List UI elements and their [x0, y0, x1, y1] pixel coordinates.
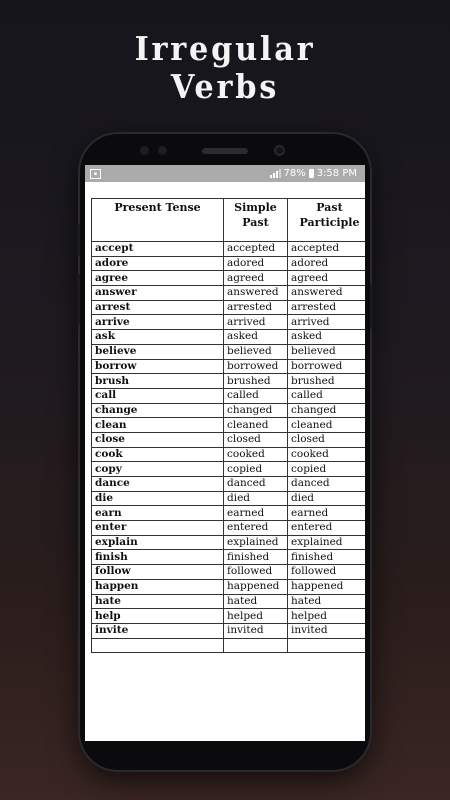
cell-past-participle: finished — [288, 550, 366, 565]
status-time: 3:58 PM — [316, 168, 357, 179]
cell-past-participle: died — [288, 491, 366, 506]
phone-frame — [80, 134, 370, 770]
cell-past-participle: changed — [288, 403, 366, 418]
cell-present-tense: happen — [92, 579, 224, 594]
cell-simple-past: invited — [224, 623, 288, 638]
cell-simple-past: closed — [224, 432, 288, 447]
cell-present-tense: dance — [92, 477, 224, 492]
table-row — [92, 623, 366, 638]
cell-simple-past: helped — [224, 609, 288, 624]
cell-simple-past: finished — [224, 550, 288, 565]
table-row — [92, 418, 366, 433]
table-row — [92, 242, 366, 257]
cell-past-participle: explained — [288, 535, 366, 550]
cell-simple-past: earned — [224, 506, 288, 521]
cell-simple-past: arrested — [224, 300, 288, 315]
table-body — [92, 242, 366, 653]
screen — [85, 165, 365, 741]
cell-simple-past: hated — [224, 594, 288, 609]
cell-present-tense: accept — [92, 242, 224, 257]
table-row — [92, 388, 366, 403]
title-line-1: Irregular — [134, 29, 316, 68]
table-row — [92, 477, 366, 492]
table-row — [92, 579, 366, 594]
sensor-icon — [158, 146, 167, 155]
cell-simple-past: believed — [224, 344, 288, 359]
cell-present-tense: clean — [92, 418, 224, 433]
table-row — [92, 315, 366, 330]
cell-simple-past: answered — [224, 286, 288, 301]
header-simple-past: Simple Past — [224, 199, 288, 242]
cell-past-participle: arrested — [288, 300, 366, 315]
cell-past-participle: accepted — [288, 242, 366, 257]
cell-present-tense: hate — [92, 594, 224, 609]
table-row — [92, 491, 366, 506]
table-row — [92, 594, 366, 609]
cell-simple-past: borrowed — [224, 359, 288, 374]
cell-present-tense: help — [92, 609, 224, 624]
cell-empty — [224, 638, 288, 652]
cell-empty — [288, 638, 366, 652]
header-past-participle: Past Participle — [288, 199, 366, 242]
cell-past-participle: answered — [288, 286, 366, 301]
power-button — [370, 284, 373, 329]
cell-present-tense: follow — [92, 565, 224, 580]
cell-present-tense: arrive — [92, 315, 224, 330]
cell-present-tense: adore — [92, 256, 224, 271]
page-title — [18, 30, 432, 106]
title-line-2: Verbs — [170, 67, 280, 106]
table-header-row — [92, 199, 366, 242]
table-row — [92, 535, 366, 550]
cell-present-tense: change — [92, 403, 224, 418]
cell-past-participle: called — [288, 388, 366, 403]
status-bar — [85, 165, 365, 182]
cell-empty — [92, 638, 224, 652]
cell-past-participle: invited — [288, 623, 366, 638]
cell-present-tense: answer — [92, 286, 224, 301]
table-row — [92, 521, 366, 536]
cell-present-tense: believe — [92, 344, 224, 359]
camera-icon — [274, 145, 285, 156]
cell-past-participle: closed — [288, 432, 366, 447]
cell-simple-past: adored — [224, 256, 288, 271]
cell-past-participle: arrived — [288, 315, 366, 330]
cell-present-tense: call — [92, 388, 224, 403]
cell-past-participle: agreed — [288, 271, 366, 286]
cell-simple-past: followed — [224, 565, 288, 580]
cell-simple-past: called — [224, 388, 288, 403]
table-row — [92, 256, 366, 271]
header-present-tense: Present Tense — [92, 199, 224, 242]
cell-simple-past: brushed — [224, 374, 288, 389]
cell-past-participle: earned — [288, 506, 366, 521]
volume-button — [77, 224, 80, 256]
battery-percent: 78% — [283, 168, 306, 179]
cell-past-participle: borrowed — [288, 359, 366, 374]
cell-present-tense: invite — [92, 623, 224, 638]
cell-present-tense: copy — [92, 462, 224, 477]
table-row — [92, 300, 366, 315]
cell-present-tense: ask — [92, 330, 224, 345]
cell-present-tense: earn — [92, 506, 224, 521]
sensor-icon — [140, 146, 149, 155]
cell-simple-past: changed — [224, 403, 288, 418]
table-empty-row — [92, 638, 366, 652]
status-right — [270, 165, 357, 182]
table-row — [92, 271, 366, 286]
table-row — [92, 447, 366, 462]
notification-icon: ▪ — [90, 169, 101, 179]
cell-present-tense: brush — [92, 374, 224, 389]
cell-simple-past: agreed — [224, 271, 288, 286]
cell-past-participle: followed — [288, 565, 366, 580]
cell-present-tense: explain — [92, 535, 224, 550]
cell-present-tense: close — [92, 432, 224, 447]
cell-past-participle: adored — [288, 256, 366, 271]
cell-past-participle: cleaned — [288, 418, 366, 433]
table-row — [92, 374, 366, 389]
signal-icon — [270, 169, 280, 178]
cell-present-tense: finish — [92, 550, 224, 565]
cell-present-tense: enter — [92, 521, 224, 536]
table-row — [92, 330, 366, 345]
cell-past-participle: helped — [288, 609, 366, 624]
bixby-button — [77, 274, 80, 324]
cell-past-participle: danced — [288, 477, 366, 492]
table-row — [92, 462, 366, 477]
cell-simple-past: died — [224, 491, 288, 506]
cell-present-tense: cook — [92, 447, 224, 462]
cell-simple-past: asked — [224, 330, 288, 345]
cell-simple-past: danced — [224, 477, 288, 492]
cell-past-participle: hated — [288, 594, 366, 609]
cell-present-tense: borrow — [92, 359, 224, 374]
cell-simple-past: copied — [224, 462, 288, 477]
cell-past-participle: happened — [288, 579, 366, 594]
verbs-table — [91, 198, 365, 653]
earpiece-speaker — [202, 148, 248, 154]
cell-past-participle: entered — [288, 521, 366, 536]
cell-simple-past: entered — [224, 521, 288, 536]
cell-past-participle: brushed — [288, 374, 366, 389]
cell-present-tense: arrest — [92, 300, 224, 315]
table-row — [92, 359, 366, 374]
table-row — [92, 506, 366, 521]
cell-simple-past: cleaned — [224, 418, 288, 433]
cell-past-participle: copied — [288, 462, 366, 477]
cell-simple-past: explained — [224, 535, 288, 550]
cell-simple-past: arrived — [224, 315, 288, 330]
cell-past-participle: cooked — [288, 447, 366, 462]
table-row — [92, 609, 366, 624]
table-row — [92, 550, 366, 565]
table-row — [92, 565, 366, 580]
cell-past-participle: believed — [288, 344, 366, 359]
table-row — [92, 432, 366, 447]
table-row — [92, 344, 366, 359]
table-row — [92, 403, 366, 418]
cell-simple-past: accepted — [224, 242, 288, 257]
cell-present-tense: agree — [92, 271, 224, 286]
cell-simple-past: happened — [224, 579, 288, 594]
cell-present-tense: die — [92, 491, 224, 506]
table-row — [92, 286, 366, 301]
cell-past-participle: asked — [288, 330, 366, 345]
verbs-table-container — [91, 198, 365, 653]
battery-icon — [309, 169, 314, 178]
cell-simple-past: cooked — [224, 447, 288, 462]
